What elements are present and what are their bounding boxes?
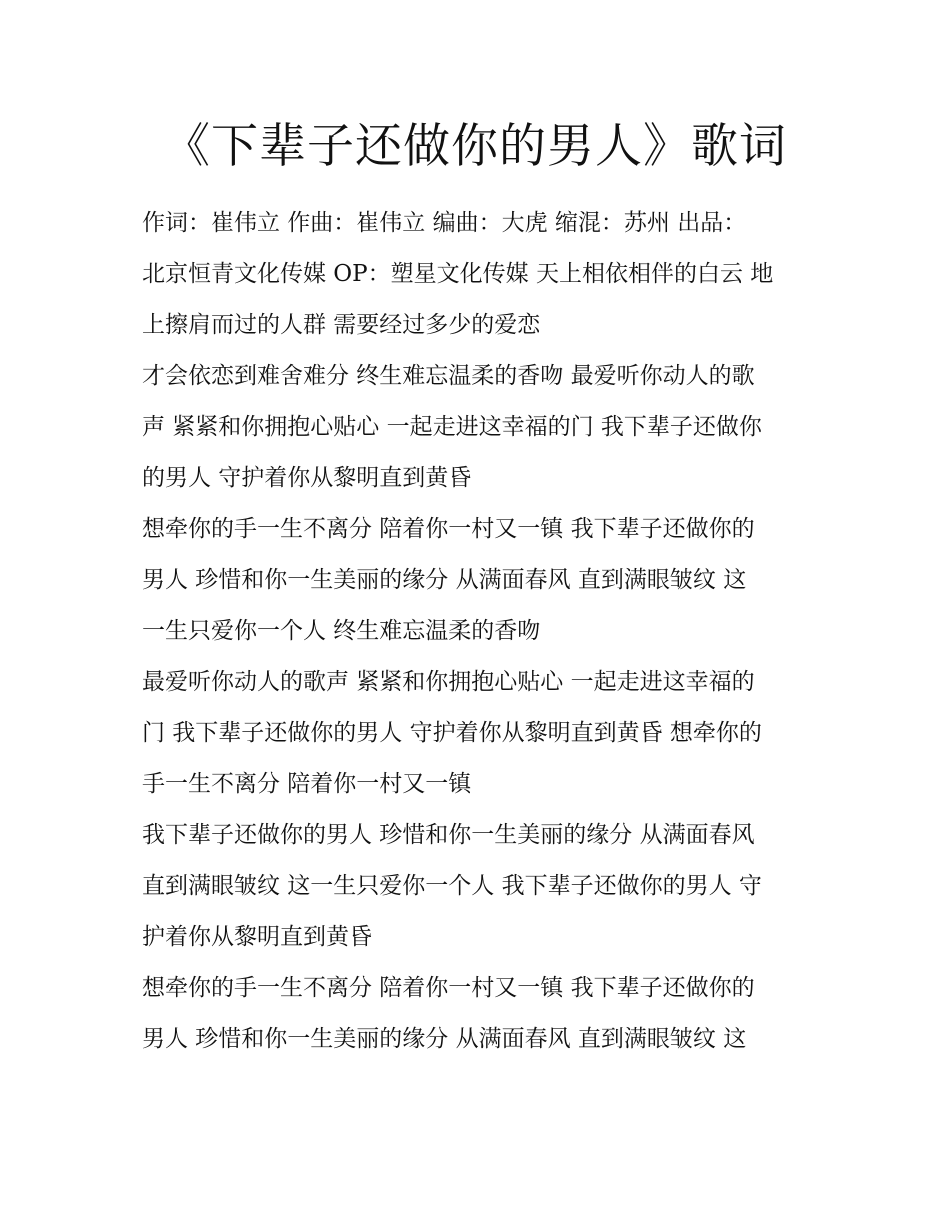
document-title: 《下辈子还做你的男人》歌词 (163, 119, 787, 174)
lyrics-line: 我下辈子还做你的男人 珍惜和你一生美丽的缘分 从满面春风 (142, 822, 755, 848)
lyrics-line: 想牵你的手一生不离分 陪着你一村又一镇 我下辈子还做你的 (142, 975, 755, 1001)
lyrics-line: 才会依恋到难舍难分 终生难忘温柔的香吻 最爱听你动人的歌 (142, 363, 755, 389)
lyrics-line: 想牵你的手一生不离分 陪着你一村又一镇 我下辈子还做你的 (142, 516, 755, 542)
lyrics-line: 门 我下辈子还做你的男人 守护着你从黎明直到黄昏 想牵你的 (142, 720, 762, 746)
lyrics-line: 声 紧紧和你拥抱心贴心 一起走进这幸福的门 我下辈子还做你 (142, 414, 762, 440)
lyrics-line: 直到满眼皱纹 这一生只爱你一个人 我下辈子还做你的男人 守 (142, 873, 762, 899)
lyrics-line: 的男人 守护着你从黎明直到黄昏 (142, 465, 472, 491)
lyrics-line: 一生只爱你一个人 终生难忘温柔的香吻 (142, 618, 541, 644)
lyrics-line: 上擦肩而过的人群 需要经过多少的爱恋 (142, 312, 541, 338)
lyrics-line: 护着你从黎明直到黄昏 (142, 924, 372, 950)
lyrics-line: 作词：崔伟立 作曲：崔伟立 编曲：大虎 缩混：苏州 出品： (142, 210, 747, 236)
lyrics-line: 手一生不离分 陪着你一村又一镇 (142, 771, 472, 797)
lyrics-body (142, 198, 812, 1065)
lyrics-line: 最爱听你动人的歌声 紧紧和你拥抱心贴心 一起走进这幸福的 (142, 669, 755, 695)
lyrics-line: 男人 珍惜和你一生美丽的缘分 从满面春风 直到满眼皱纹 这 (142, 567, 747, 593)
lyrics-line: 北京恒青文化传媒 OP：塑星文化传媒 天上相依相伴的白云 地 (142, 261, 774, 287)
lyrics-line: 男人 珍惜和你一生美丽的缘分 从满面春风 直到满眼皱纹 这 (142, 1026, 747, 1052)
